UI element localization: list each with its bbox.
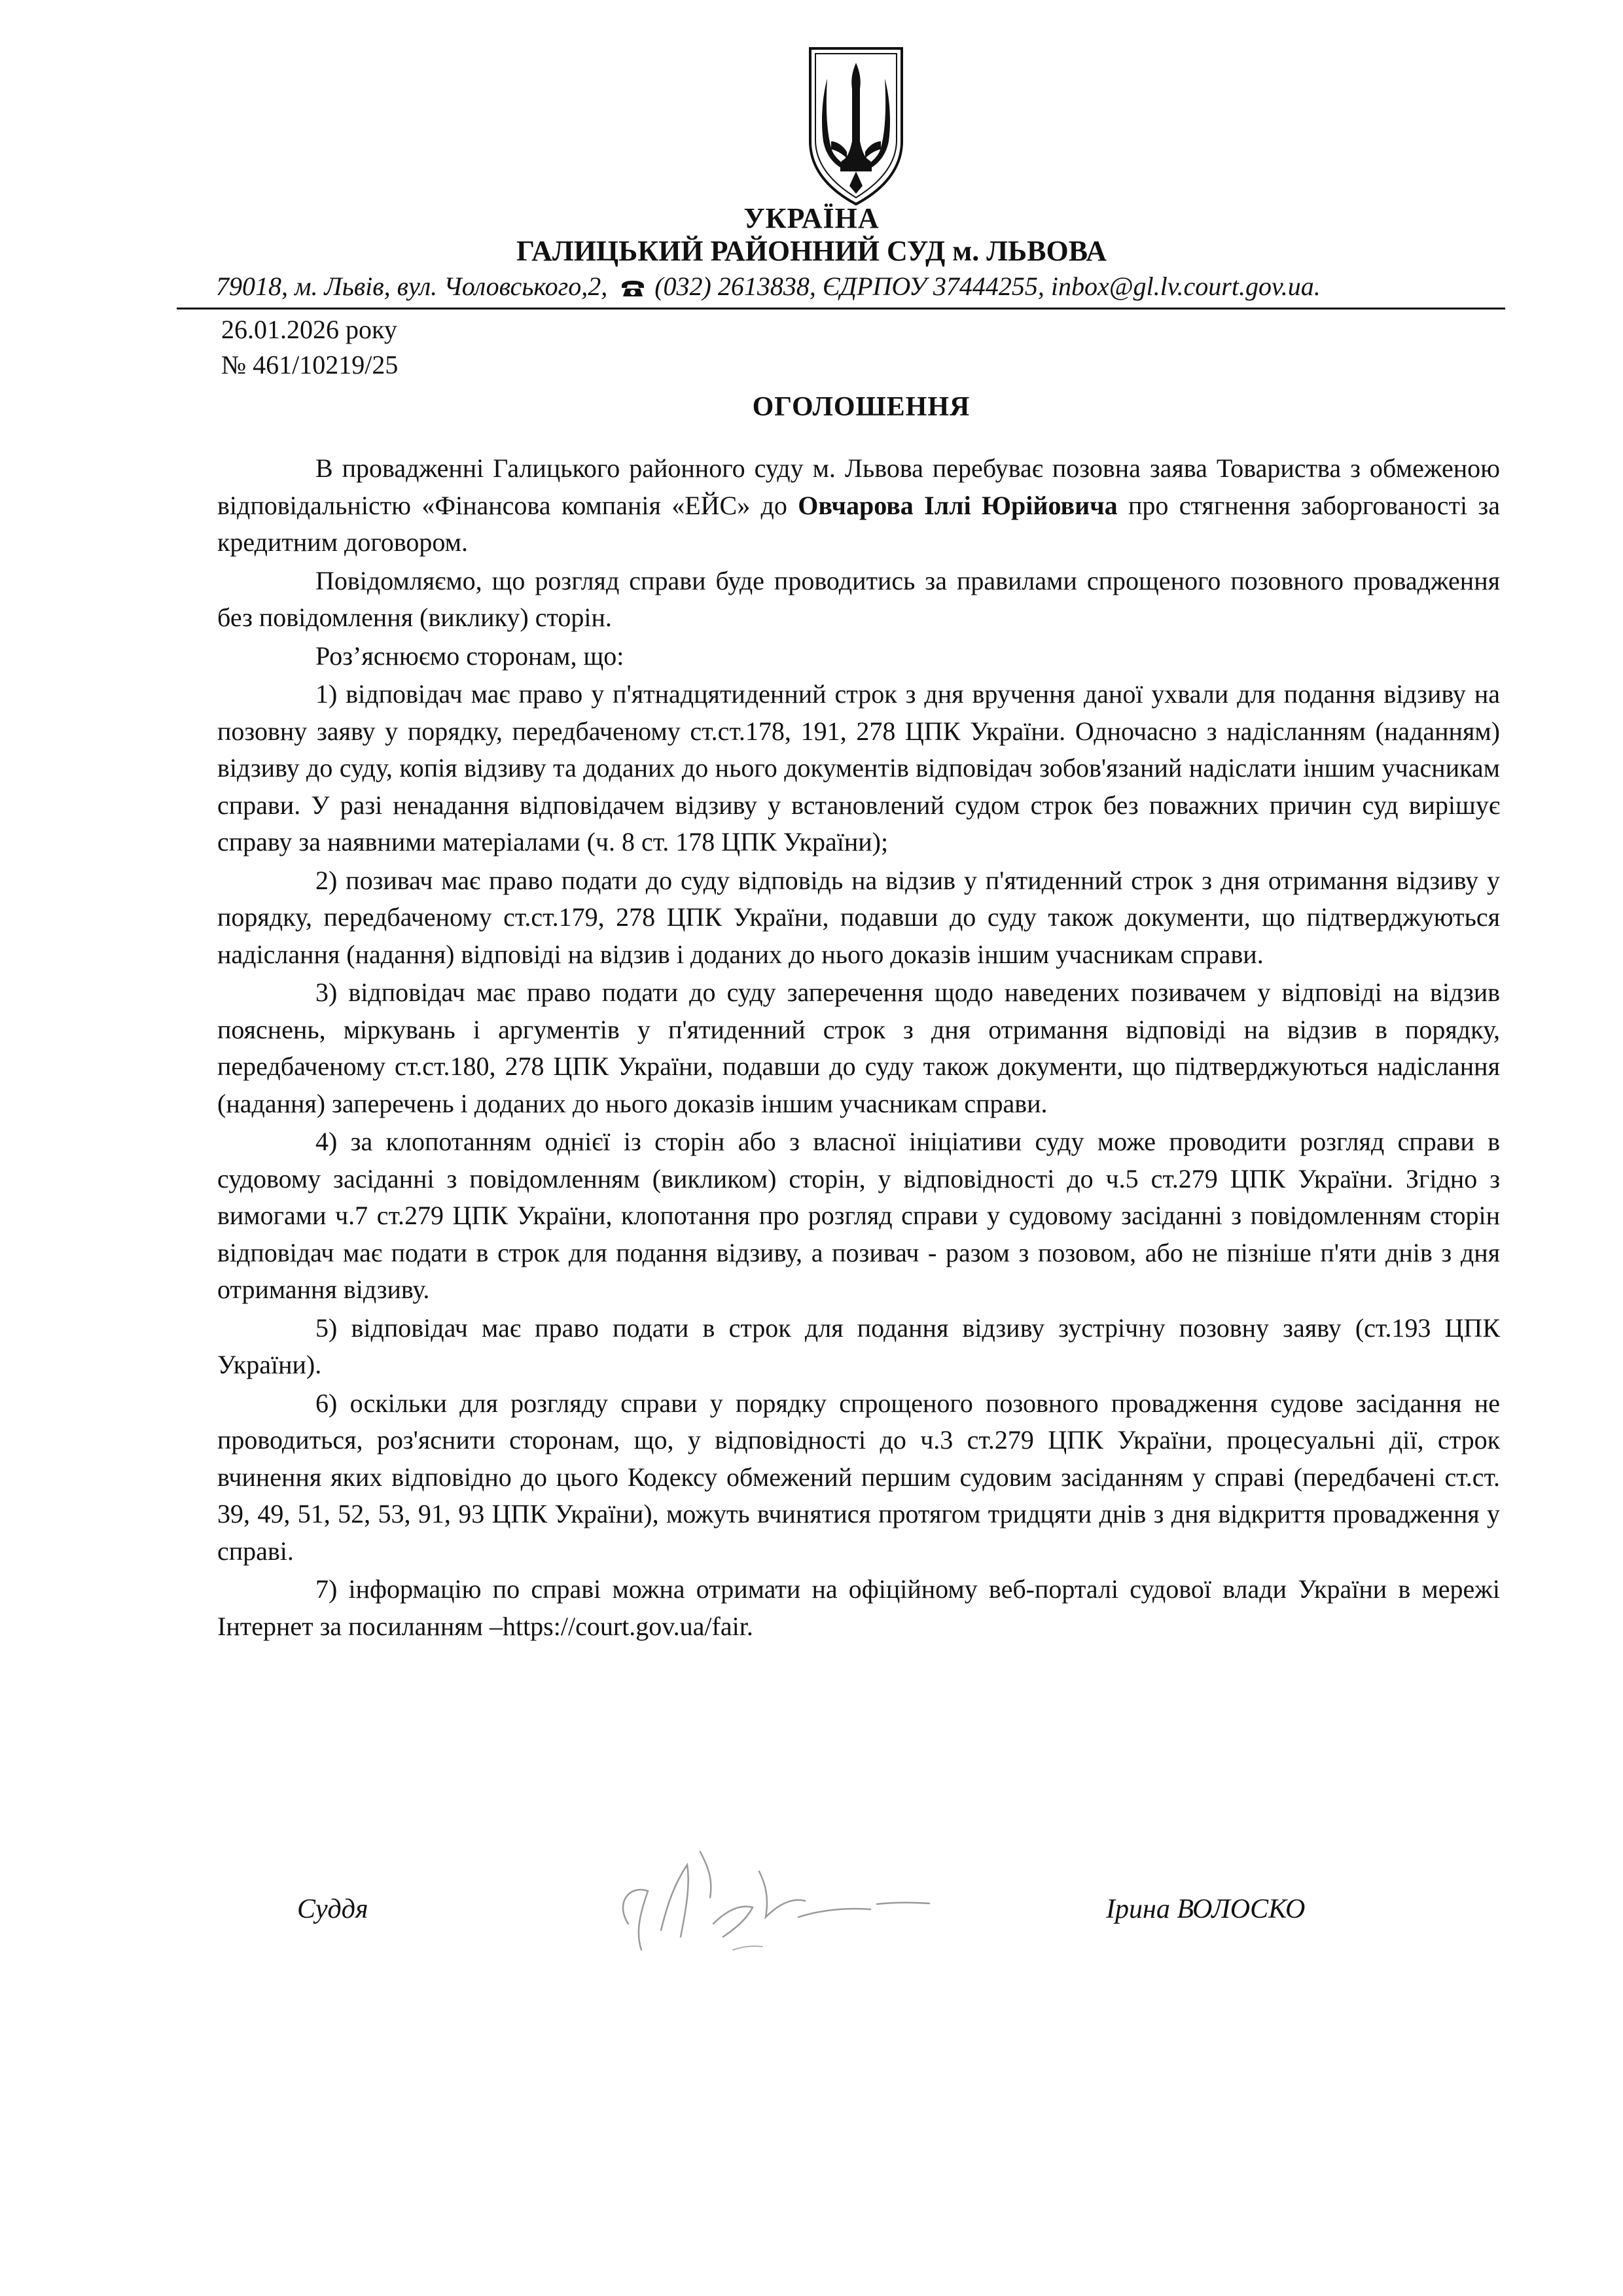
signer-name: Ірина ВОЛОСКО <box>1106 1894 1306 1924</box>
list-item-6: 6) оскільки для розгляду справи у порядку спрощеного позовного провадження судове засідання не проводиться, роз'яснити сторонам, що, у відповідності до ч.3 ст.279 ЦПК України, процесуальні дії, строк вчинення яких відповідно до цього Кодексу обмежений першим судовим засіданням у справі (передбачені ст.ст. 39, 49, 51, 52, 53, 91, 93 ЦПК України), можуть вчинятися протягом тридцяти днів з дня відкриття провадження у справі. <box>217 1388 1500 1566</box>
court-name: ГАЛИЦЬКИЙ РАЙОННИЙ СУД м. ЛЬВОВА <box>516 235 1107 267</box>
header-divider <box>177 308 1505 309</box>
document-body <box>217 450 1500 1646</box>
list-item-1: 1) відповідач має право у п'ятнадцятиденний строк з дня вручення даної ухвали для подання відзиву на позовну заяву у порядку, передбаченому ст.ст.178, 191, 278 ЦПК України. Одночасно з надісланням (наданням) відзиву до суду, копія відзиву та доданих до нього документів відповідач зобов'язаний надіслати іншим учасникам справи. У разі ненадання відповідачем відзиву у встановлений судом строк без поважних причин суд вирішує справу за наявними матеріалами (ч. 8 ст. 178 ЦПК України); <box>217 679 1500 857</box>
notice-paragraph: Повідомляємо, що розгляд справи буде проводитись за правилами спрощеного позовного провадження без повідомлення (виклику) сторін. <box>217 565 1500 632</box>
list-item-5: 5) відповідач має право подати в строк для подання відзиву зустрічну позовну заяву (ст.193 ЦПК України). <box>217 1313 1500 1379</box>
document-title: ОГОЛОШЕННЯ <box>752 392 971 422</box>
address-street: 79018, м. Львів, вул. Чоловського,2, <box>216 272 608 301</box>
list-item-7: 7) інформацію по справі можна отримати на офіційному веб-порталі судової влади України в мережі Інтернет за посиланням –https://court.gov.ua/fair. <box>217 1574 1500 1641</box>
country-name: УКРАЇНА <box>743 202 880 234</box>
list-item-2: 2) позивач має право подати до суду відповідь на відзив у п'ятиденний строк з дня отримання відзиву у порядку, передбаченому ст.ст.179, 278 ЦПК України, подавши до суду також документи, що підтверджуються надіслання (надання) відповіді на відзив і доданих до нього доказів іншим учасникам справи. <box>217 865 1500 969</box>
intro-text-end: про стягнення заборгованості за кредитним договором. <box>217 490 1500 557</box>
list-item-4: 4) за клопотанням однієї із сторін або з власної ініціативи суду може проводити розгляд справи в судовому засіданні з повідомленням (викликом) сторін, у відповідності до ч.5 ст.279 ЦПК України. Згідно з вимогами ч.7 ст.279 ЦПК України, клопотання про розгляд справи у судовому засіданні з повідомленням сторін відповідач має подати в строк для подання відзиву, а позивач - разом з позовом, або не пізніше п'яти днів з дня отримання відзиву. <box>217 1127 1500 1304</box>
list-item-3: 3) відповідач має право подати до суду заперечення щодо наведених позивачем у відповіді на відзив пояснень, міркувань і аргументів у п'ятиденний строк з дня отримання відповіді на відзив в порядку, передбаченому ст.ст.180, 278 ЦПК України, подавши до суду також документи, що підтверджуються надіслання (надання) заперечень і доданих до нього доказів іншим учасникам справи. <box>217 978 1500 1118</box>
defendant-name: Овчарова Іллі Юрійовича <box>798 490 1118 520</box>
intro-text-start: В провадженні Галицького районного суду м. Львова перебуває позовна заява Товариства з обмеженою відповідальністю «Фінансова компанія «ЕЙС» до <box>217 453 1500 520</box>
explain-paragraph: Роз’яснюємо сторонам, що: <box>315 641 624 671</box>
telephone-icon <box>620 279 645 298</box>
intro-paragraph <box>217 450 1500 561</box>
signer-role: Суддя <box>297 1894 368 1924</box>
coat-of-arms-trident-icon <box>804 43 908 207</box>
document-date: 26.01.2026 року <box>221 315 397 344</box>
address-contacts: (032) 2613838, ЄДРПОУ 37444255, inbox@gl.lv.court.gov.ua. <box>654 272 1321 301</box>
court-address <box>216 271 1459 302</box>
handwritten-signature <box>602 1826 969 1996</box>
case-number: № 461/10219/25 <box>221 350 399 380</box>
